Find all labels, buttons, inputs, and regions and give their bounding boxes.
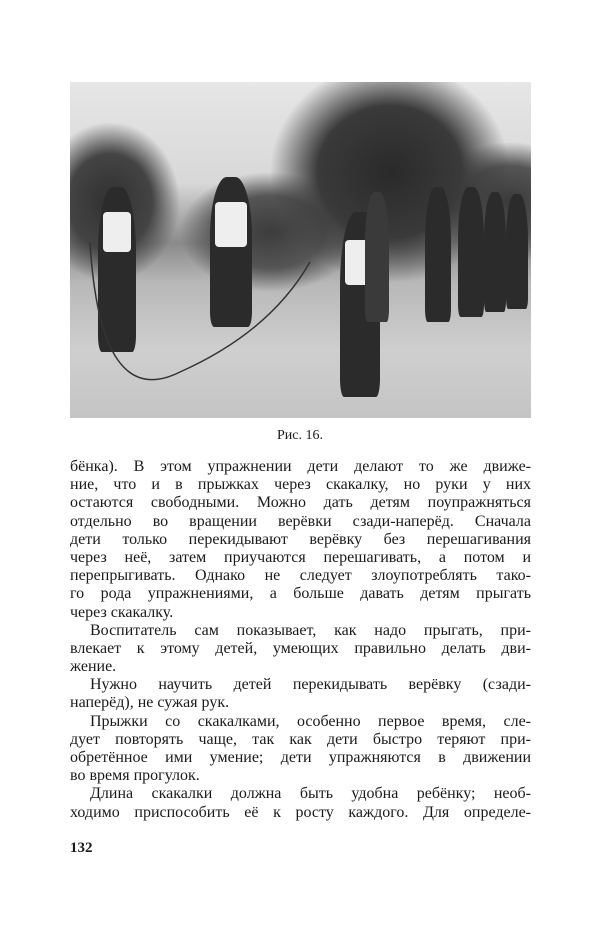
text-line: ходимо приспособить её к росту каждого. Для определе- <box>70 803 531 821</box>
text-line: отдельно во вращении верёвки сзади-наперёд. Сначала <box>70 512 531 530</box>
text-line: дети только перекидывают верёвку без перешагивания <box>70 530 531 548</box>
text-line: Прыжки со скакалками, особенно первое время, сле- <box>90 712 531 730</box>
text-line: ние, что и в прыжках через скакалку, но руки у них <box>70 476 531 494</box>
text-line: через скакалку. <box>70 603 174 621</box>
text-line: го рода упражнениями, а больше давать детям прыгать <box>70 585 531 603</box>
text-line: бёнка). В этом упражнении дети делают то же движе- <box>70 458 531 475</box>
figure-caption: Рис. 16. <box>277 428 323 443</box>
text-line: наперёд), не сужая рук. <box>70 694 230 712</box>
text-line: Длина скакалки должна быть удобна ребёнку; необ- <box>90 785 531 803</box>
text-line: перепрыгивать. Однако не следует злоупотреблять тако- <box>70 567 531 585</box>
text-line: дует повторять чаще, так как дети быстро теряют при- <box>70 730 531 748</box>
jump-rope <box>70 82 531 418</box>
figure-photo-children-jumping-rope <box>70 82 531 418</box>
text-line: через неё, затем приучаются перешагивать, а потом и <box>70 548 531 566</box>
body-text <box>70 458 531 822</box>
text-line: влекает к этому детей, умеющих правильно делать дви- <box>70 639 531 657</box>
text-line: во время прогулок. <box>70 767 200 785</box>
text-line: обретённое ими умение; дети упражняются в движении <box>70 749 531 766</box>
text-line: остаются свободными. Можно дать детям поупражняться <box>70 494 531 512</box>
text-line: жение. <box>70 658 117 676</box>
text-line: Воспитатель сам показывает, как надо прыгать, при- <box>90 621 531 639</box>
text-line: Нужно научить детей перекидывать верёвку (сзади- <box>90 676 531 694</box>
page-number: 132 <box>70 840 93 856</box>
